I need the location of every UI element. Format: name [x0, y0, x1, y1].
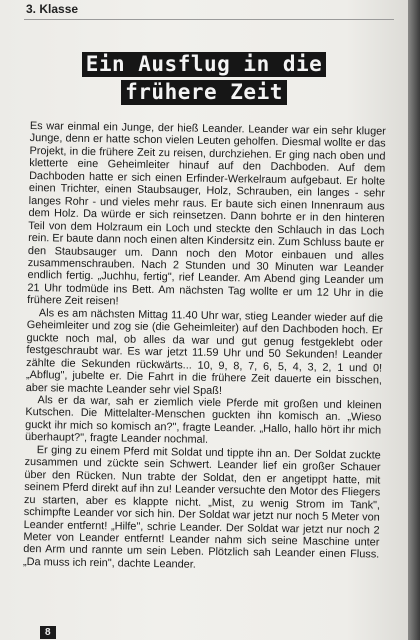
page-number: 8 — [40, 626, 56, 639]
story-body — [23, 120, 386, 574]
paragraph-2: Als es am nächsten Mittag 11.40 Uhr war, stieg Leander wieder auf die Geheimleiter und zog sie (die Geheimleiter) auf den Dachboden hoch. Er guckte noch mal, ob alles da war und gut genug festgeklebt oder festgeschraubt war. Es war jetzt 11.59 Uhr und 50 Sekunden! Leander zählte die Sekunden rückwärts... 10, 9, 8, 7, 6, 5, 4, 3, 2, 1 und 0! „Abflug", jubelte er. Die Fahrt in die frühere Zeit dauerte ein bisschen, aber sie machte Leander sehr viel Spaß! — [25, 306, 384, 397]
paragraph-3: Als er da war, sah er ziemlich viele Pferde mit großen und kleinen Kutschen. Die Mittelalter-Menschen guckten ihn komisch an. „Wieso guckt ihr mich so komisch an?", fragte Leander. „Hallo, hallo hört ihr mich überhaupt?", fragte Leander nochmal. — [24, 394, 382, 447]
paragraph-4: Er ging zu einem Pferd mit Soldat und tippte ihn an. Der Soldat zuckte zusammen und zückte sein Schwert. Leander lief ein großer Schauer über den Rücken. Nun trabte der Soldat, den er angetippt hatte, mit seinem Pferd direkt auf ihn zu! Leander versuchte den Motor des Fliegers zu starten, aber es klappte nicht. „Mist, zu wenig Strom im Tank", schimpfte Leander vor sich hin. Der Soldat war jetzt nur noch 5 Meter von Leander entfernt! „Hilfe", schrie Leander. Der Soldat war jetzt nur noch 2 Meter von Leander entfernt! Leander nahm sich seine Maschine unter den Arm und rannte um sein Leben. Plötzlich sah Leander einen Fluss. „Da muss ich rein", dachte Leander. — [22, 443, 381, 571]
paragraph-1: Es war einmal ein Junge, der hieß Leander. Leander war ein sehr kluger Junge, denn er hatte schon vielen Leuten geholfen. Diesmal wollte er das Projekt, in die frühere Zeit zu reisen, durchziehen. Er ging nach oben und kletterte eine Geheimleiter hinauf auf den Dachboden. Auf dem Dachboden hatte er sich einen Erfinder-Werkelraum aufgebaut. Er holte einen Trichter, einen Staubsauger, Holz, Schrauben, ein langes - sehr langes Rohr - und vieles mehr raus. Er baute sich einen Innenraum aus dem Holz. Da würde er sich reinsetzen. Dann bohrte er in den hinteren Teil von dem Holzraum ein Loch und steckte den Schlauch in das Loch rein. Er baute dann noch einen alten Kindersitz ein. Zum Schluss baute er den Staubsauger um. Dann noch den Motor einbauen und alles zusammenschrauben. Nach 2 Stunden und 30 Minuten war Leander endlich fertig. „Juchhu, fertig", rief Leander. Am Abend ging Leander um 21 Uhr todmüde ins Bett. Am nächsten Tag wollte er um 12 Uhr in die frühere Zeit reisen! — [27, 120, 386, 308]
title-line-1: Ein Ausflug in die — [82, 52, 327, 77]
page-edge-shadow — [408, 0, 420, 640]
header-rule — [24, 19, 394, 20]
section-header: 3. Klasse — [26, 2, 79, 16]
title-line-2: frühere Zeit — [121, 80, 287, 105]
story-title — [0, 52, 408, 108]
